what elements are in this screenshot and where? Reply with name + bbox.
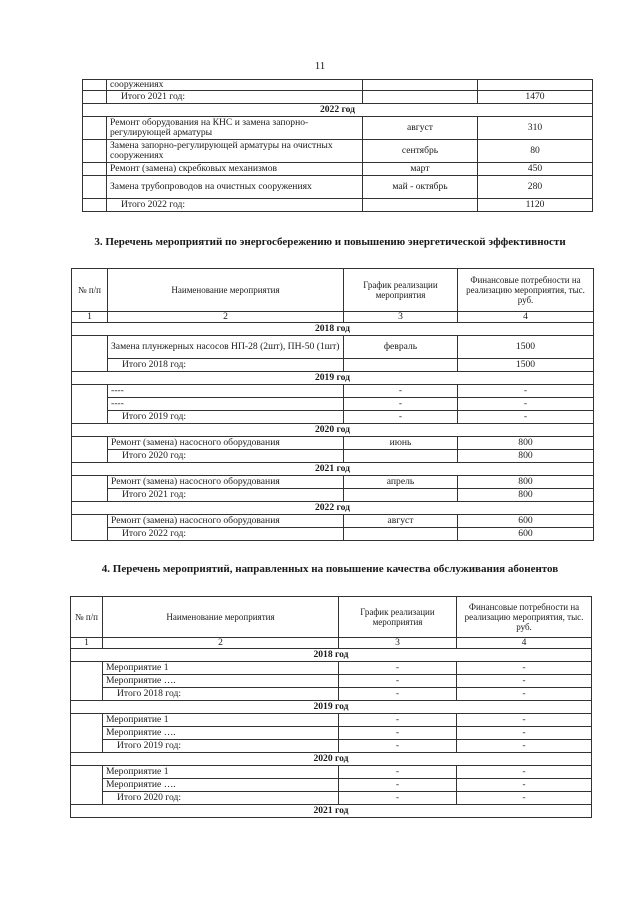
table-row: Итого 2020 год: - -: [71, 792, 592, 805]
table-row: Ремонт (замена) насосного оборудования апрель 800: [72, 476, 594, 489]
table-row: Мероприятие 1 - -: [71, 714, 592, 727]
table-row: Итого 2021 год: 800: [72, 489, 594, 502]
year-row: 2022 год: [72, 502, 594, 515]
table-row: ---- - -: [72, 398, 594, 411]
year-row: 2018 год: [72, 323, 594, 336]
year-row: 2019 год: [71, 701, 592, 714]
table-service-quality: [70, 596, 592, 818]
table-row: сооружениях: [83, 80, 593, 91]
table-row: Ремонт (замена) скребковых механизмов март 450: [83, 163, 593, 176]
table-row: ---- - -: [72, 385, 594, 398]
header-row: № п/п Наименование мероприятия График реализации мероприятия Финансовые потребности на реализацию мероприятия, тыс. руб.: [72, 269, 594, 312]
table-row: Мероприятие …. - -: [71, 779, 592, 792]
page-number: 11: [314, 60, 326, 72]
table-row: Итого 2022 год: 1120: [83, 199, 593, 212]
table-row: Итого 2021 год: 1470: [83, 91, 593, 104]
table-row: Мероприятие …. - -: [71, 675, 592, 688]
table-row: Итого 2022 год: 600: [72, 528, 594, 541]
table-row: Итого 2020 год: 800: [72, 450, 594, 463]
section-4-title: 4. Перечень мероприятий, направленных на повышение качества обслуживания абонентов: [101, 563, 559, 575]
table-row: Мероприятие …. - -: [71, 727, 592, 740]
table-energy-saving: [71, 268, 594, 541]
section-3-title: 3. Перечень мероприятий по энергосбережению и повышению энергетической эффективности: [94, 236, 566, 248]
year-row: 2018 год: [71, 649, 592, 662]
table-continuation: [82, 79, 593, 212]
table-row: Итого 2018 год: 1500: [72, 359, 594, 372]
table-row: Замена трубопроводов на очистных сооружениях май - октябрь 280: [83, 176, 593, 199]
table-row: Мероприятие 1 - -: [71, 766, 592, 779]
table-row: Ремонт (замена) насосного оборудования июнь 800: [72, 437, 594, 450]
table-row: Замена плунжерных насосов НП-28 (2шт), ПН-50 (1шт) февраль 1500: [72, 336, 594, 359]
table-row: Ремонт оборудования на КНС и замена запорно-регулирующей арматуры август 310: [83, 117, 593, 140]
table-row: Замена запорно-регулирующей арматуры на очистных сооружениях сентябрь 80: [83, 140, 593, 163]
table-row: Итого 2019 год: - -: [71, 740, 592, 753]
year-row: 2020 год: [71, 753, 592, 766]
year-row: 2021 год: [72, 463, 594, 476]
table-row: Итого 2019 год: - -: [72, 411, 594, 424]
table-row: Итого 2018 год: - -: [71, 688, 592, 701]
year-row: 2019 год: [72, 372, 594, 385]
column-numbers-row: 1 2 3 4: [72, 312, 594, 323]
table-row: Мероприятие 1 - -: [71, 662, 592, 675]
year-row: 2020 год: [72, 424, 594, 437]
column-numbers-row: 1 2 3 4: [71, 638, 592, 649]
header-row: № п/п Наименование мероприятия График реализации мероприятия Финансовые потребности на реализацию мероприятия, тыс. руб.: [71, 597, 592, 638]
year-row: 2021 год: [71, 805, 592, 818]
year-row: 2022 год: [83, 104, 593, 117]
table-row: Ремонт (замена) насосного оборудования август 600: [72, 515, 594, 528]
